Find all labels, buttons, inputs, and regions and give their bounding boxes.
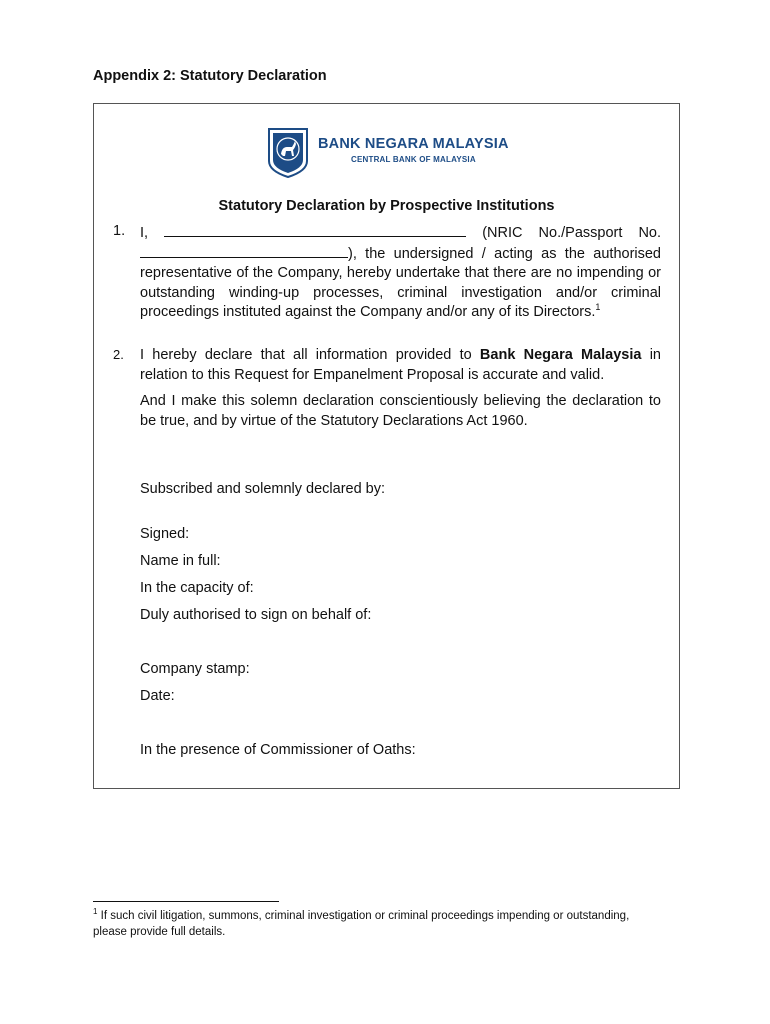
signed-label: Signed:	[140, 526, 190, 542]
name-blank-line[interactable]	[164, 223, 466, 237]
nric-label: (NRIC No./Passport No.	[482, 225, 662, 241]
declaration-frame	[93, 103, 680, 789]
bank-logo	[267, 127, 517, 179]
item-number: 1.	[113, 223, 126, 239]
subscribed-line: Subscribed and solemnly declared by:	[140, 481, 386, 497]
date-label: Date:	[140, 688, 175, 704]
item-paragraph-2: And I make this solemn declaration conscientiously believing the declaration to be true, and by virtue of the Statutory Declarations Act 1960.	[140, 393, 661, 429]
commissioner-label: In the presence of Commissioner of Oaths:	[140, 742, 416, 758]
authorised-label: Duly authorised to sign on behalf of:	[140, 607, 372, 623]
item-number: 2.	[113, 347, 124, 362]
name-label: Name in full:	[140, 553, 221, 569]
footnote	[93, 908, 653, 940]
capacity-label: In the capacity of:	[140, 580, 254, 596]
footnote-ref: 1	[595, 302, 601, 313]
item-text-end: in relation to this Request for Empanelment Proposal is accurate and valid.	[140, 347, 661, 383]
item-text: ), the undersigned / acting as the authorised representative of the Company, hereby undertake that there are no impending or outstanding winding-up processes, criminal investigation and/or criminal proceedings instituted against the Company and/or any of its Directors.	[140, 245, 661, 320]
nric-blank-line[interactable]	[140, 244, 348, 258]
item-body	[140, 346, 661, 431]
footnote-text: If such civil litigation, summons, criminal investigation or criminal proceedings impending or outstanding, please provide full details.	[93, 910, 630, 938]
footnote-number: 1	[93, 907, 98, 917]
item-text: I hereby declare that all information provided to	[140, 347, 480, 363]
appendix-title: Appendix 2: Statutory Declaration	[93, 68, 327, 84]
bank-name: BANK NEGARA MALAYSIA	[318, 136, 509, 152]
bank-name-bold: Bank Negara Malaysia	[479, 347, 642, 363]
company-stamp-label: Company stamp:	[140, 661, 250, 677]
declaration-title: Statutory Declaration by Prospective Institutions	[218, 198, 555, 214]
bank-subtitle: CENTRAL BANK OF MALAYSIA	[351, 155, 476, 164]
bank-crest-icon	[267, 127, 309, 179]
item-lead: I,	[140, 225, 149, 241]
footnote-divider	[93, 901, 279, 902]
item-body	[140, 223, 661, 323]
